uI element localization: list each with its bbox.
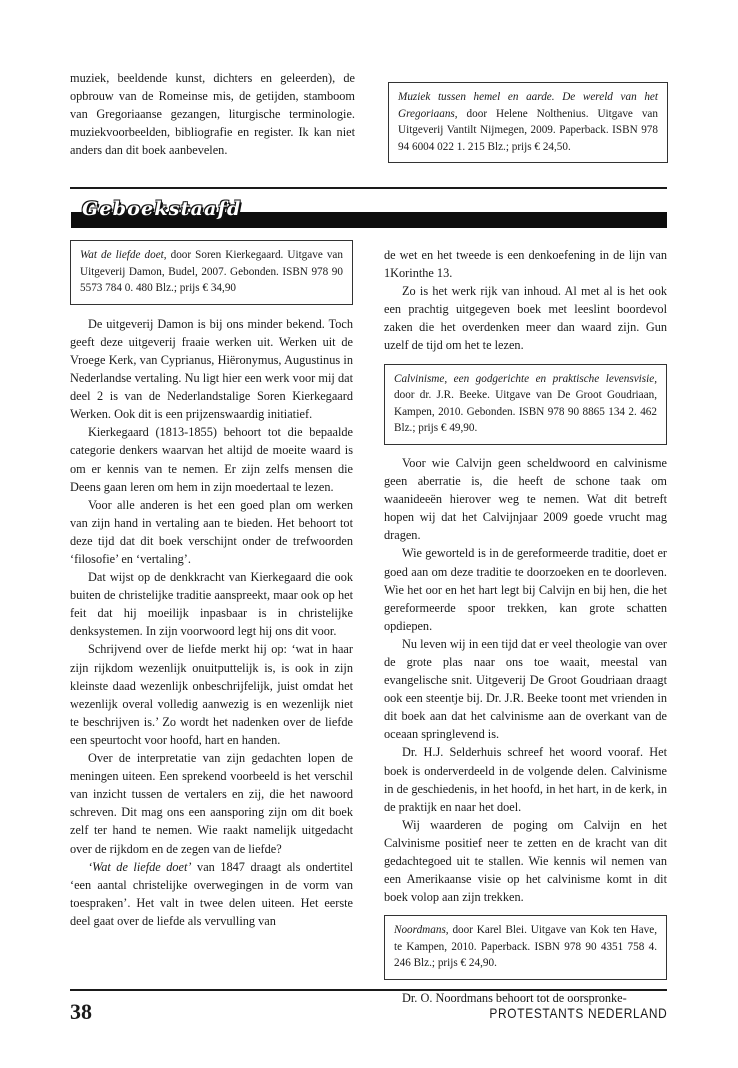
top-book-details: , door Helene Nolthenius. Uitgave van Uitgeverij Vantilt Nijmegen, 2009. Paperback. ISBN 978 94 6004 022 1. 215 Blz.; prijs € 24,50. [398, 107, 658, 153]
book-title-noordmans: Noordmans, [394, 924, 449, 937]
top-divider [70, 187, 667, 189]
book-details-kierkegaard: , door Soren Kierkegaard. Uitgave van Uitgeverij Damon, Budel, 2007. Gebonden. ISBN 978 90 5573 784 0. 480 Blz.; prijs € 34,90 [80, 249, 343, 295]
right-paragraph-7: Wij waarderen de poging om Calvijn en het Calvinisme positief neer te zetten en de kracht van dit gedachtegoed uit te stallen. Wie kennis wil nemen van een Amerikaanse visie op het calvinisme komt in dit boek volop aan zijn trekken. [384, 817, 667, 905]
section-title: Geboekstaafd [82, 198, 242, 220]
right-paragraph-3: Voor wie Calvijn geen scheldwoord en calvinisme geen aberratie is, die heeft de schone taak om waanideeën hierover weg te nemen. Wat dit betreft hopen wij dat het Calvijnjaar 2009 goede vrucht mag dragen. [384, 455, 667, 543]
magazine-name: PROTESTANTS NEDERLAND [488, 1005, 667, 1021]
book-box-calvinisme [384, 364, 667, 445]
left-column [70, 240, 353, 930]
left-paragraph-6: Over de interpretatie van zijn gedachten lopen de meningen uiteen. Een sprekend voorbeeld is het verschil van inzicht tussen de vertalers en zij, die het nawoord schreven. Dit mag ons een aansporing zijn om dit boek zelf ter hand te nemen. Wie raakt namelijk uitgedacht over de rijkdom en de zegen van de liefde? [70, 751, 353, 856]
book-details-noordmans: door Karel Blei. Uitgave van Kok ten Have, te Kampen, 2010. Paperback. ISBN 978 90 4351 758 4. 246 Blz.; prijs € 24,90. [394, 924, 657, 970]
right-paragraph-5: Nu leven wij in een tijd dat er veel theologie van over de grote plas naar ons toe waait, meestal van evangelische snit. Uitgeverij De Groot Goudriaan draagt ook een steentje bij. Dr. J.R. Beeke toont met vrienden in dit boek aan dat het calvinisme aan de overkant van de oceaan springlevend is. [384, 636, 667, 742]
top-book-title: Muziek tussen hemel en aarde. De wereld van het Gregoriaans [398, 91, 658, 120]
top-left-text [70, 69, 355, 159]
book-title-kierkegaard: Wat de liefde doet [80, 249, 164, 261]
right-paragraph-8: Dr. O. Noordmans behoort tot de oorspronke- [402, 991, 627, 1006]
left-paragraph-2: Kierkegaard (1813-1855) behoort tot die bepaalde categorie denkers waarvan het altijd de moeite waard is om er kennis van te nemen. Er zijn zelfs mensen die Deens gaan leren om hem in zijn moedertaal te lezen. [70, 425, 353, 494]
top-left-paragraph: muziek, beeldende kunst, dichters en geleerden), de opbrouw van de Romeinse mis, de getijden, stamboom van Gregoriaanse gezangen, liturgische terminologie. muziekvoorbeelden, bibliografie en register. Ik kan niet anders dan dit boek aanbevelen. [70, 71, 355, 158]
right-column [384, 246, 667, 1007]
top-book-box [388, 82, 668, 163]
right-paragraph-4: Wie geworteld is in de gereformeerde traditie, doet er goed aan om deze traditie te doorzoeken en te doorleven. Wie het oor en het hart legt bij Calvijn en bij hen, die het gereformeerde spoor trekken, kan grote schatten opdiepen. [384, 546, 667, 633]
book-box-noordmans [384, 915, 667, 980]
right-paragraph-6: Dr. H.J. Selderhuis schreef het woord vooraf. Het boek is onderverdeeld in de volgende delen. Calvinisme in de geschiedenis, in het hoofd, in het hart, in de kerk, in de praktijk en naar het doel. [384, 745, 667, 814]
left-paragraph-3: Voor alle anderen is het een goed plan om werken van zijn hand in vertaling aan te bieden. Het behoort tot deze tijd dat dit boek verschijnt onder de trefwoorden ‘filosofie’ en ‘vertaling’. [70, 497, 353, 566]
left-paragraph-7-text: van 1847 draagt als ondertitel ‘een aantal christelijke overwegingen in de vorm van toespraken’. Het valt in twee delen uiteen. Het eerste deel gaat over de liefde als vervulling van [70, 859, 353, 928]
right-paragraph-1: de wet en het tweede is een denkoefening in de lijn van 1Korinthe 13. [384, 248, 667, 281]
book-title-calvinisme: Calvinisme, een godgerichte en praktische levensvisie, [394, 372, 657, 385]
right-paragraph-2: Zo is het werk rijk van inhoud. Al met al is het ook een prachtig uitgegeven boek met leeslint boordevol zaken die het overdenken meer dan waard zijn. Gun uzelf de tijd om het te lezen. [384, 284, 667, 353]
left-paragraph-1: De uitgeverij Damon is bij ons minder bekend. Toch geeft deze uitgeverij fraaie werken uit. Werken uit de Vroege Kerk, van Cyprianus, Hiëronymus, Augustinus in Nederlandse vertaling. Nu ligt hier een werk voor mij dat deel 2 is van de Nederlandstalige Soren Kierkegaard Werken. Ook dit is een prijzenswaardig initiatief. [70, 316, 353, 422]
left-paragraph-7 [70, 858, 353, 930]
book-box-kierkegaard [70, 240, 353, 305]
book-details-calvinisme: door dr. J.R. Beeke. Uitgave van De Groot Goudriaan, Kampen, 2010. Gebonden. ISBN 978 90 8865 134 2. 462 Blz.; prijs € 49,90. [394, 389, 657, 435]
left-paragraph-4: Dat wijst op de denkkracht van Kierkegaard die ook buiten de christelijke traditie aanspreekt, maar ook op het feit dat hij moeilijk inpasbaar is in christelijke denksystemen. In zijn voorwoord legt hij ons dit voor. [70, 570, 353, 639]
page-number: 38 [70, 999, 92, 1024]
bottom-divider [70, 989, 667, 991]
left-paragraph-7-title: ‘Wat de liefde doet’ [88, 859, 192, 874]
left-paragraph-5: Schrijvend over de liefde merkt hij op: ‘wat in haar zijn rijkdom wezenlijk onuitputtelijk is, is ook in zijn kleinste daad wezenlijk onbeschrijfelijk, juist omdat het wezenlijk overal volledig aanwezig is en wezenlijk niet te beschrijven is.’ Zo wordt het nadenken over de liefde een speurtocht voor hoofd, hart en handen. [70, 642, 353, 747]
